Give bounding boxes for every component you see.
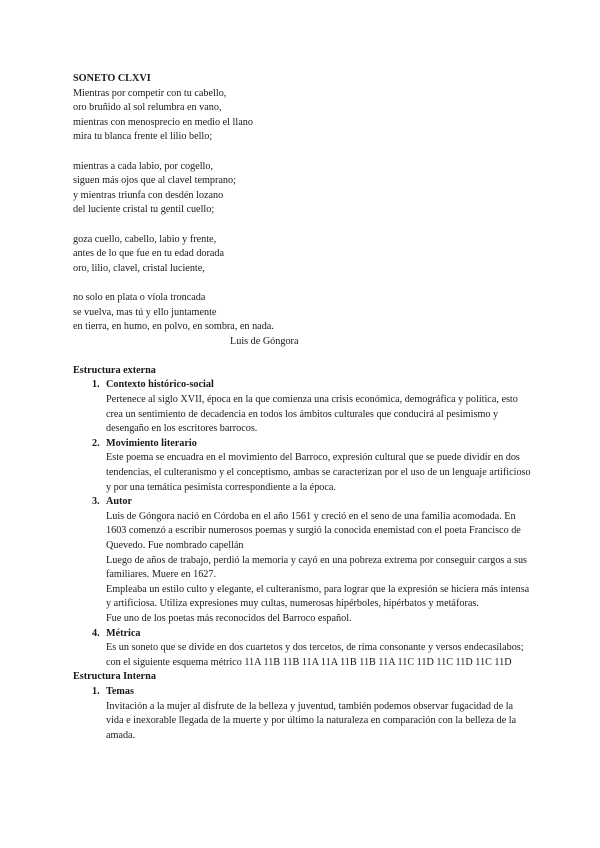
section-title-external: Estructura externa (73, 364, 156, 376)
list-item-paragraph: Invitación a la mujer al disfrute de la belleza y juventud, también podemos observar fugacidad de la vida e inexorable llegada de la muerte y por último la naturaleza en comparación con la belleza de la amada. (106, 700, 517, 741)
list-item-number: 1. (92, 685, 100, 697)
list-item-title: Métrica (106, 627, 141, 639)
poem-line: oro, lilio, clavel, cristal luciente, (73, 262, 205, 274)
list-item-body (106, 451, 533, 495)
poem-line: siguen más ojos que al clavel temprano; (73, 175, 236, 187)
list-item-title: Movimiento literario (106, 437, 197, 449)
poem-stanza (73, 87, 533, 145)
list-item-paragraph: Este poema se encuadra en el movimiento del Barroco, expresión cultural que se puede dividir en dos tendencias, el culteranismo y el conceptismo, ambas se caracterizan por el uso de un lenguaje artificioso y por una temática pesimista correspondiente a la época. (106, 452, 531, 493)
list-item-body (106, 700, 533, 744)
poem-stanza (73, 291, 533, 335)
list-item-number: 3. (92, 496, 100, 508)
poem-line: en tierra, en humo, en polvo, en sombra, en nada. (73, 321, 274, 333)
list-item (73, 495, 533, 626)
list-item-number: 1. (92, 379, 100, 391)
document-page (73, 72, 533, 743)
poem-title: SONETO CLXVI (73, 73, 151, 84)
list-item-body (106, 393, 533, 437)
poem-line: antes de lo que fue en tu edad dorada (73, 248, 225, 260)
list-item-body (106, 510, 533, 627)
poem-line: goza cuello, cabello, labio y frente, (73, 233, 217, 245)
list-item (73, 378, 533, 436)
list-item-number: 4. (92, 627, 100, 639)
list-item-title: Temas (106, 685, 134, 697)
list-item-paragraph: Pertenece al siglo XVII, época en la que comienza una crisis económica, demográfica y política, esto crea un sentimiento de decadencia en todos los ámbitos culturales que conducirá al pesimismo y desengaño en los escritores barrocos. (106, 394, 518, 435)
section-title-internal: Estructura Interna (73, 671, 156, 683)
poem-line: del luciente cristal tu gentil cuello; (73, 204, 215, 216)
external-structure-section (73, 364, 533, 670)
poem-line: mientras a cada labio, por cogello, (73, 160, 214, 172)
list-item-title: Autor (106, 496, 133, 508)
list-item (73, 437, 533, 495)
poem-line: se vuelva, mas tú y ello juntamente (73, 306, 217, 318)
poem-line: Mientras por competir con tu cabello, (73, 87, 227, 99)
internal-structure-list (73, 685, 533, 743)
list-item-paragraph: Luego de años de trabajo, perdió la memoria y cayó en una pobreza extrema por conseguir cargos a sus familiares. Muere en 1627. (106, 554, 528, 581)
list-item-title: Contexto histórico-social (106, 379, 214, 391)
poem-stanzas (73, 87, 533, 335)
poem-stanza (73, 233, 533, 277)
external-structure-list (73, 378, 533, 670)
poem-line: mira tu blanca frente el lilio bello; (73, 131, 213, 143)
list-item-number: 2. (92, 437, 100, 449)
list-item-paragraph: Luis de Góngora nació en Córdoba en el año 1561 y creció en el seno de una familia acomodada. En 1603 comenzó a escribir numerosos poemas y surgió la conocida enemistad con el poeta Francisco de Quevedo. Fue nombrado capellán (106, 510, 521, 551)
poem-line: mientras con menosprecio en medio el llano (73, 116, 253, 128)
list-item-paragraph: Empleaba un estilo culto y elegante, el culteranismo, para lograr que la expresión se hiciera más intensa y artificiosa. Utiliza expresiones muy cultas, numerosas hipérboles, hipérbatos y metáforas. (106, 583, 530, 610)
list-item-paragraph: Fue uno de los poetas más reconocidos del Barroco español. (106, 612, 352, 624)
list-item-body (106, 641, 533, 670)
poem-line: oro bruñido al sol relumbra en vano, (73, 102, 222, 114)
list-item (73, 685, 533, 743)
list-item-paragraph: Es un soneto que se divide en dos cuartetos y dos tercetos, de rima consonante y versos endecasílabos; con el siguiente esquema métrico 11A 11B 11B 11A 11A 11B 11B 11A 11C 11D 11C 11D 11C 11D (106, 642, 524, 668)
poem-line: y mientras triunfa con desdén lozano (73, 189, 224, 201)
poem-author: Luis de Góngora (230, 335, 299, 347)
internal-structure-section (73, 670, 533, 743)
poem-line: no solo en plata o víola troncada (73, 291, 206, 303)
poem-stanza (73, 160, 533, 218)
list-item (73, 627, 533, 671)
poem (73, 72, 533, 349)
